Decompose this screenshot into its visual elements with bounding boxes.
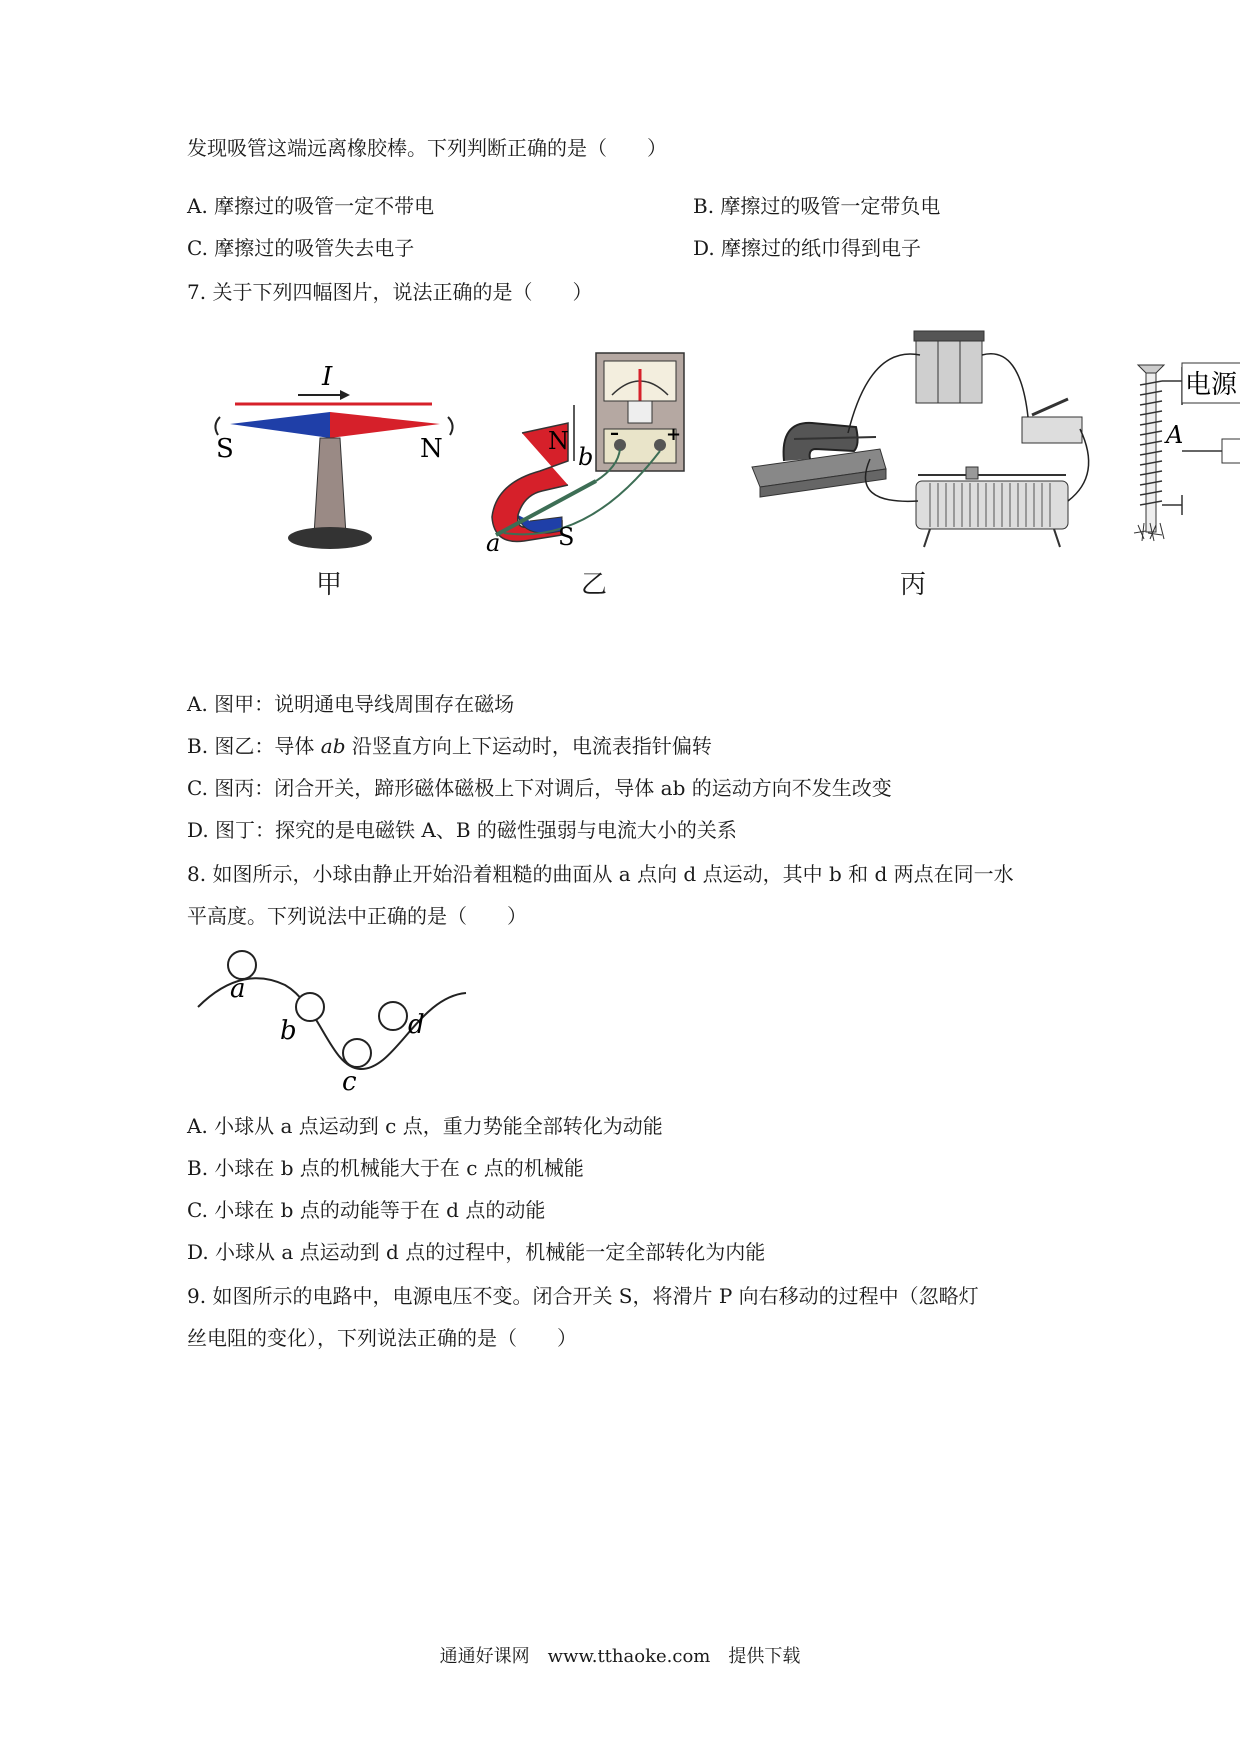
caption-yi: 乙 — [581, 570, 608, 600]
q7-stem: 7. 关于下列四幅图片，说法正确的是（ ） — [187, 280, 593, 304]
q7-option-d: D. 图丁：探究的是电磁铁 A、B 的磁性强弱与电流大小的关系 — [187, 818, 737, 842]
point-label-a: a — [230, 974, 246, 1004]
q9-stem-line1: 9. 如图所示的电路中，电源电压不变。闭合开关 S，将滑片 P 向右移动的过程中（忽略灯 — [187, 1284, 979, 1308]
q7-option-b: B. 图乙：导体 ab 沿竖直方向上下运动时，电流表指针偏转 — [187, 734, 712, 758]
ball-c — [343, 1039, 371, 1067]
q6-stem-tail: 发现吸管这端远离橡胶棒。下列判断正确的是（ ） — [187, 136, 667, 160]
q6-option-a: A. 摩擦过的吸管一定不带电 — [187, 194, 435, 218]
q6-option-d: D. 摩擦过的纸巾得到电子 — [693, 236, 922, 260]
point-label-d: d — [408, 1010, 425, 1040]
electromagnet-label-a: A — [1166, 421, 1184, 449]
q6-option-b: B. 摩擦过的吸管一定带负电 — [693, 194, 941, 218]
q8-option-b: B. 小球在 b 点的机械能大于在 c 点的机械能 — [187, 1156, 584, 1180]
figure-jia-compass — [190, 355, 470, 555]
figure-q8-curve — [190, 945, 480, 1095]
q8-option-d: D. 小球从 a 点运动到 d 点的过程中，机械能一定全部转化为内能 — [187, 1240, 766, 1264]
pole-label-n-yi: N — [548, 427, 569, 455]
end-label-b: b — [578, 443, 594, 471]
q9-stem-line2: 丝电阻的变化），下列说法正确的是（ ） — [187, 1326, 577, 1350]
point-label-c: c — [342, 1067, 357, 1095]
ball-d — [379, 1002, 407, 1030]
q7-option-a: A. 图甲：说明通电导线周围存在磁场 — [187, 692, 515, 716]
pole-label-n: N — [420, 434, 443, 464]
q8-stem-line2: 平高度。下列说法中正确的是（ ） — [187, 904, 527, 928]
caption-jia: 甲 — [316, 570, 343, 600]
caption-bing: 丙 — [900, 570, 927, 600]
q7-option-c: C. 图丙：闭合开关，蹄形磁体磁极上下对调后，导体 ab 的运动方向不发生改变 — [187, 776, 892, 800]
power-label: 电源 — [1185, 370, 1238, 400]
q8-option-c: C. 小球在 b 点的动能等于在 d 点的动能 — [187, 1198, 546, 1222]
figure-yi-induction — [478, 345, 698, 560]
page-footer: 通通好课网 www.tthaoke.com 提供下载 — [439, 1646, 801, 1667]
ball-b — [296, 993, 324, 1021]
q6-option-c: C. 摩擦过的吸管失去电子 — [187, 236, 415, 260]
svg-text:–: – — [610, 423, 619, 444]
svg-text:+: + — [666, 424, 682, 445]
pole-label-s: S — [216, 434, 234, 464]
point-label-b: b — [280, 1016, 297, 1046]
end-label-a: a — [486, 529, 501, 557]
q8-stem-line1: 8. 如图所示，小球由静止开始沿着粗糙的曲面从 a 点向 d 点运动，其中 b 和 d 两点在同一水 — [187, 862, 1014, 886]
figure-bing-motor-circuit — [750, 325, 1110, 560]
q8-option-a: A. 小球从 a 点运动到 c 点，重力势能全部转化为动能 — [187, 1114, 663, 1138]
current-label-i: I — [322, 362, 333, 392]
figure-ding-electromagnet — [1130, 355, 1240, 555]
pole-label-s-yi: S — [558, 523, 575, 551]
